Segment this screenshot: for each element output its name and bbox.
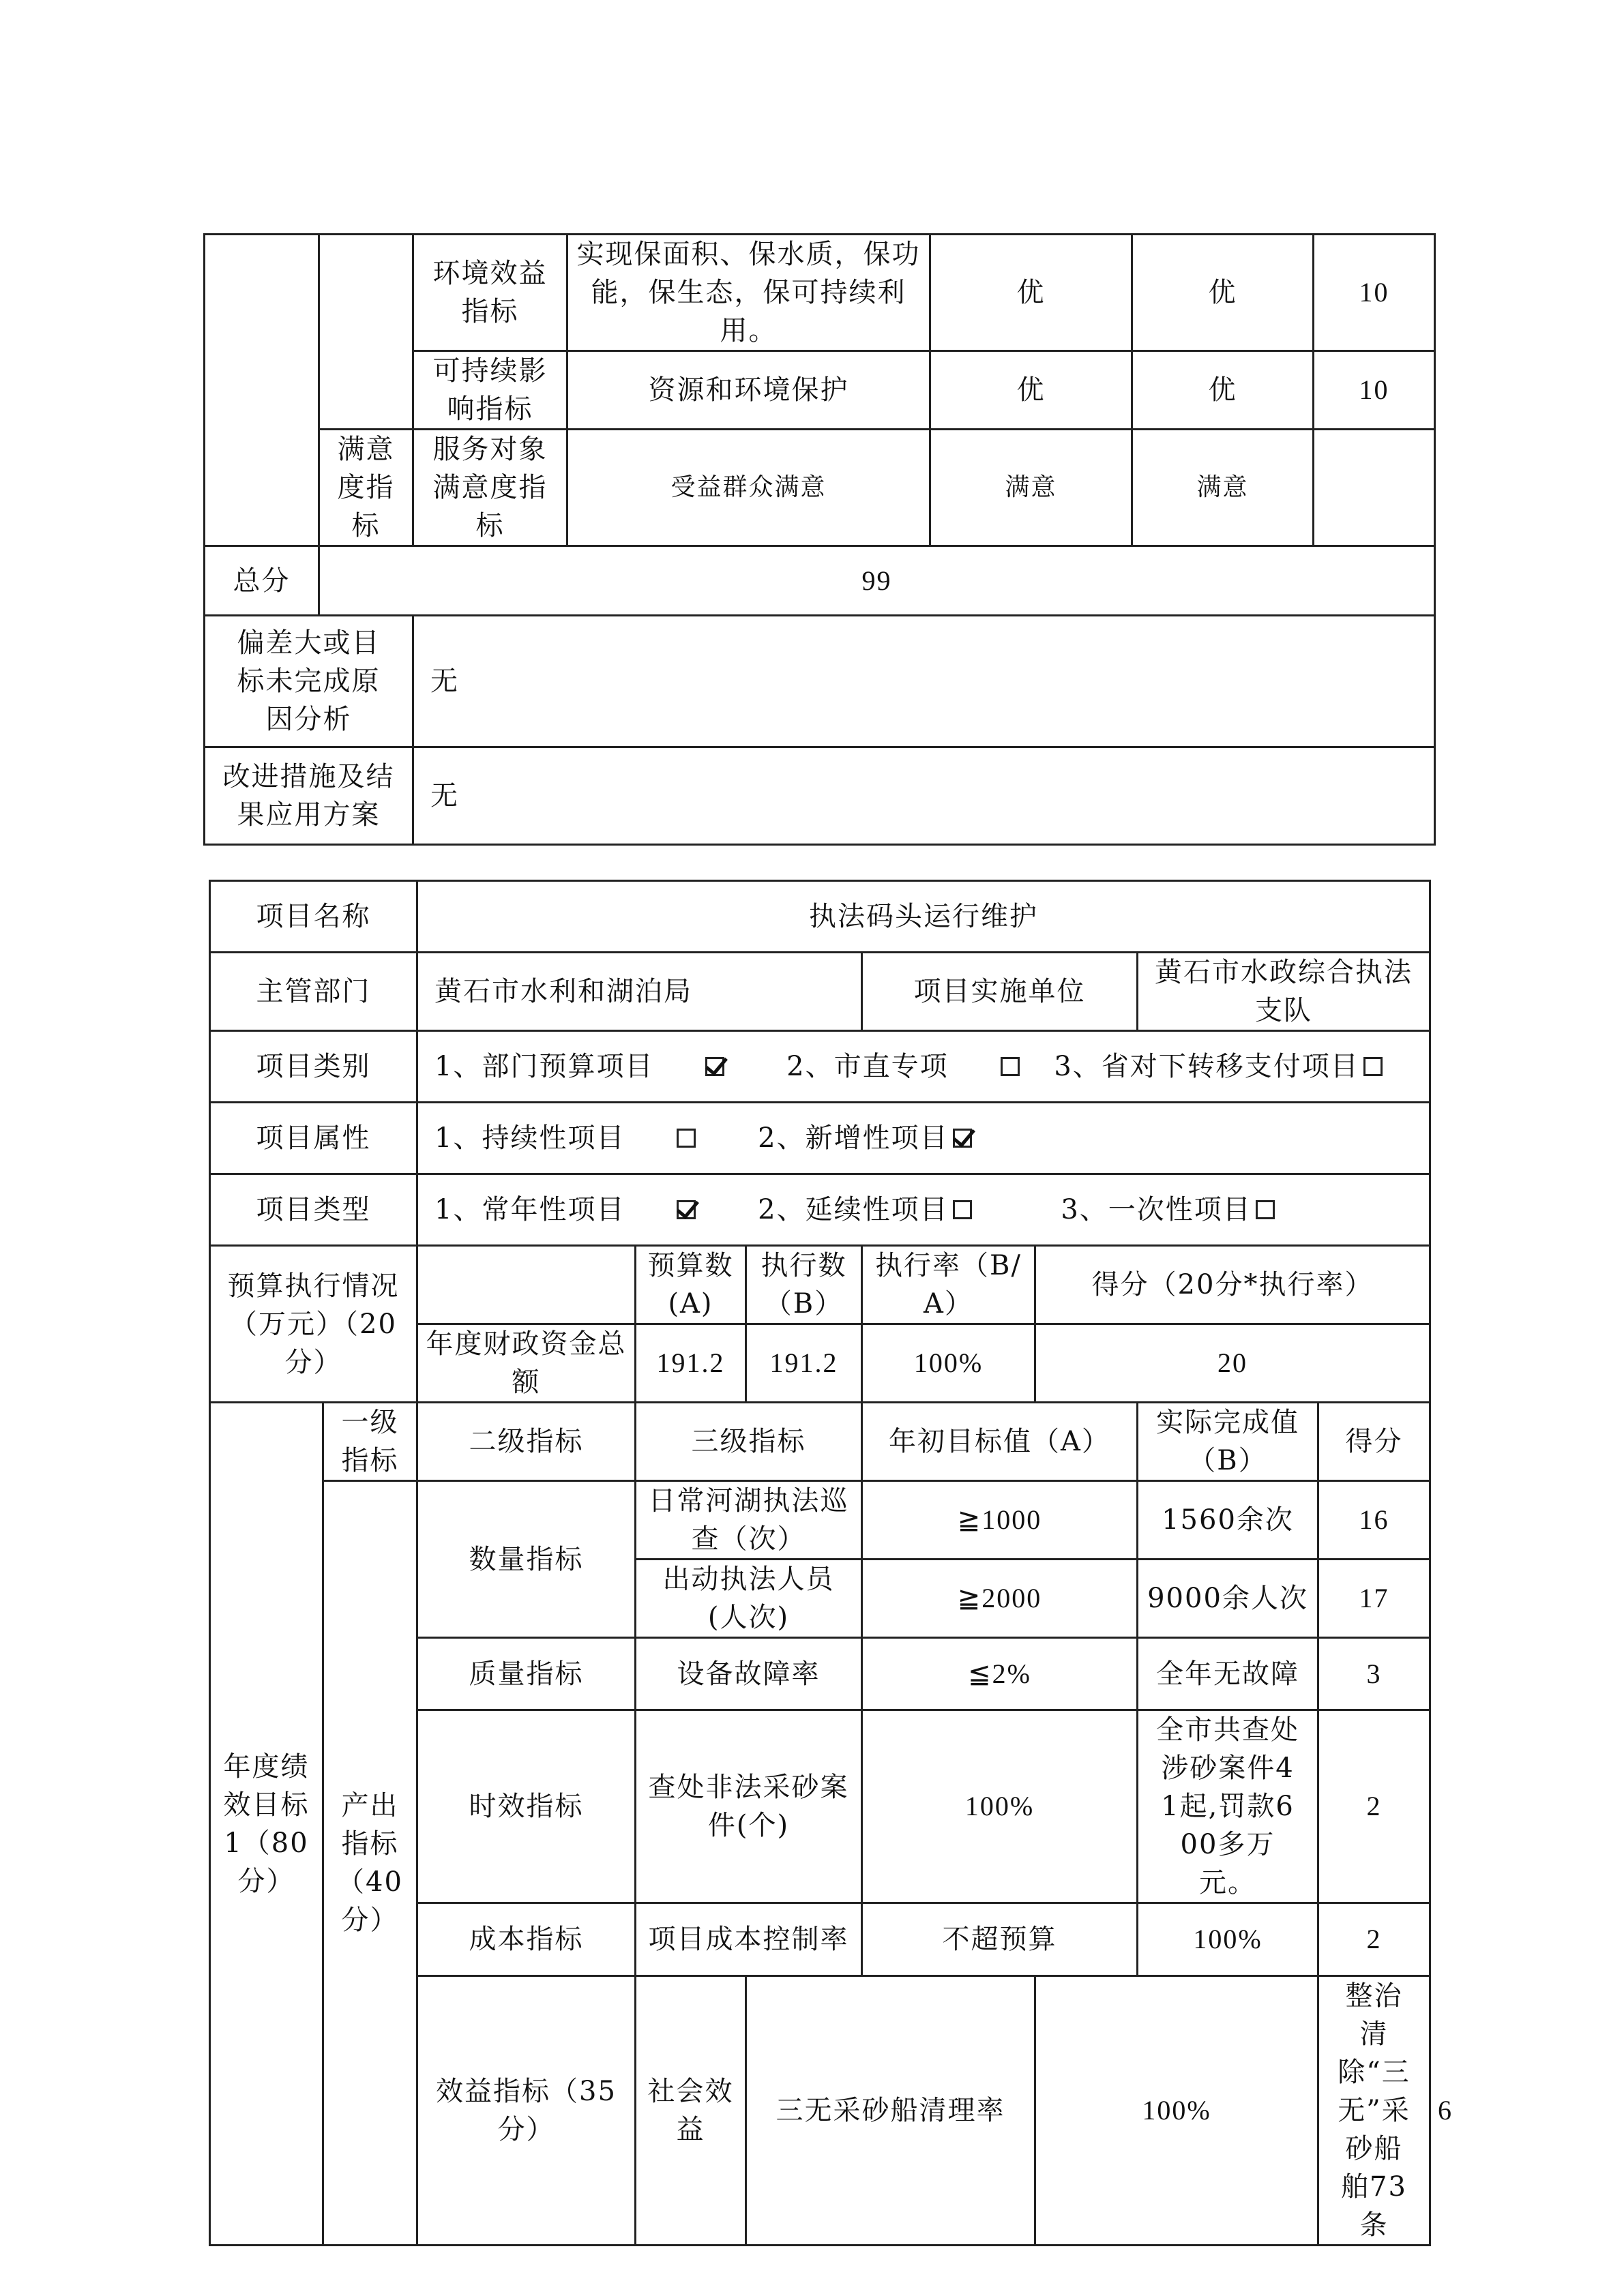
score: 10 [1314, 351, 1435, 430]
level3-indicator: 出动执法人员(人次) [636, 1560, 862, 1638]
checkbox-checked-icon[interactable] [705, 1057, 724, 1076]
attribute-label: 项目属性 [210, 1103, 417, 1174]
category-option-city-special[interactable]: 2、市直专项 [786, 1047, 1023, 1086]
indicator-detail: 实现保面积、保水质，保功能，保生态，保可持续利用。 [567, 235, 930, 351]
actual-value: 9000余人次 [1138, 1560, 1318, 1638]
attribute-options [417, 1103, 1430, 1174]
budget-row-label: 年度财政资金总额 [417, 1324, 636, 1403]
category-option-dept-budget[interactable]: 1、部门预算项目 [434, 1047, 728, 1086]
improvement-value: 无 [413, 747, 1435, 845]
score: 10 [1314, 235, 1435, 351]
checkbox-icon[interactable] [677, 1129, 696, 1148]
project-name-label: 项目名称 [210, 881, 417, 953]
level3-indicator: 服务对象满意度指标 [413, 430, 567, 546]
budget-value: 191.2 [636, 1324, 746, 1403]
impl-unit-label: 项目实施单位 [862, 953, 1138, 1031]
level2-cell-empty [319, 235, 413, 430]
type-options [417, 1174, 1430, 1246]
exec-value: 191.2 [746, 1324, 862, 1403]
actual-value: 满意 [1132, 430, 1314, 546]
target-value: 不超预算 [862, 1903, 1138, 1976]
target-value: ≧2000 [862, 1560, 1138, 1638]
budget-header-rate: 执行率（B/A） [862, 1246, 1035, 1324]
checkbox-icon[interactable] [1256, 1200, 1275, 1219]
total-label: 总分 [205, 546, 319, 616]
level3-indicator: 可持续影响指标 [413, 351, 567, 430]
level2-indicator: 成本指标 [417, 1903, 636, 1976]
perf-header-l1: 一级指标 [323, 1403, 417, 1481]
budget-header-empty [417, 1246, 636, 1324]
actual-value: 1560余次 [1138, 1481, 1318, 1560]
budget-label: 预算执行情况（万元）（20分） [210, 1246, 417, 1403]
budget-header-b: 执行数（B） [746, 1246, 862, 1324]
checkbox-checked-icon[interactable] [953, 1129, 972, 1148]
impl-unit-value: 黄石市水政综合执法支队 [1138, 953, 1430, 1031]
score: 17 [1318, 1560, 1430, 1638]
dept-label: 主管部门 [210, 953, 417, 1031]
type-option-one-time[interactable]: 3、一次性项目 [1061, 1191, 1278, 1229]
level3-indicator: 项目成本控制率 [636, 1903, 862, 1976]
level3-indicator: 设备故障率 [636, 1638, 862, 1710]
perf-header-score: 得分 [1318, 1403, 1430, 1481]
budget-header-a: 预算数(A) [636, 1246, 746, 1324]
output-indicator-label: 产出指标（40分） [323, 1481, 417, 2246]
type-option-annual[interactable]: 1、常年性项目 [434, 1191, 700, 1229]
type-option-extended[interactable]: 2、延续性项目 [758, 1191, 975, 1229]
target-value: ≧1000 [862, 1481, 1138, 1560]
category-options [417, 1031, 1430, 1103]
indicator-detail: 受益群众满意 [567, 430, 930, 546]
score [1314, 430, 1435, 546]
total-value: 99 [319, 546, 1435, 616]
rate-value: 100% [862, 1324, 1035, 1403]
attribute-option-new[interactable]: 2、新增性项目 [758, 1119, 975, 1157]
score: 16 [1318, 1481, 1430, 1560]
level3-indicator: 日常河湖执法巡查（次） [636, 1481, 862, 1560]
actual-value: 100% [1138, 1903, 1318, 1976]
level3-indicator: 环境效益指标 [413, 235, 567, 351]
perf-header-l2: 二级指标 [417, 1403, 636, 1481]
level2-indicator: 数量指标 [417, 1481, 636, 1638]
attribute-option-continuing[interactable]: 1、持续性项目 [434, 1119, 700, 1157]
project-info-table: 项目名称 执法码头运行维护 主管部门 黄石市水利和湖泊局 项目实施单位 黄石市水政综合执法支队 项目类别 1、部门预算项目 2、市直专项 3、省对下转移支付项目 项目属性 1、持续性项目 2、新增性项目 项目类型 1、常年性项目 2、延续性项目 3、一次性项目 预算执行情况（万元）（20分） 预算数(A) 执行数（B） 执行率（B/A） 得分（20分*执行率） 年度财政资金总额 191.2 191.2 100% 20 年度绩效目标1（80分） 一级指标 二级指标 三级指标 年初目标值（A） 实际完成值（B） 得分 产出指标（40分） 数量指标 日常河湖执法巡查（次） ≧1000 1560余次 16 出动执法人员(人次) ≧2000 9000余人次 17 质量指标 设备故障率 ≦2% 全年无故障 3 时效指标 查处非法采砂案件(个) 100% 全市共查处涉砂案件41起,罚款600多万元。 2 成本指标 项目成本控制率 不超预算 100% 2 效益指标（35分） 社会效益 三无采砂船清理率 100% 整治清除“三无”采砂船舶73条 6 [209, 880, 1431, 2246]
target-value: 优 [930, 351, 1132, 430]
checkbox-icon[interactable] [953, 1200, 972, 1219]
improvement-label: 改进措施及结果应用方案 [205, 747, 413, 845]
checkbox-icon[interactable] [1363, 1057, 1383, 1076]
target-value: 100% [862, 1710, 1138, 1903]
perf-header-target: 年初目标值（A） [862, 1403, 1138, 1481]
actual-value: 全市共查处涉砂案件41起,罚款600多万元。 [1138, 1710, 1318, 1903]
target-value: ≦2% [862, 1638, 1138, 1710]
indicator-detail: 资源和环境保护 [567, 351, 930, 430]
level2-indicator: 满意度指标 [319, 430, 413, 546]
score: 3 [1318, 1638, 1430, 1710]
project-name-value: 执法码头运行维护 [417, 881, 1430, 953]
target-value: 优 [930, 235, 1132, 351]
dept-value: 黄石市水利和湖泊局 [417, 953, 862, 1031]
performance-table-continued [203, 233, 1436, 846]
deviation-label: 偏差大或目标未完成原因分析 [205, 616, 413, 747]
actual-value: 优 [1132, 235, 1314, 351]
level3-indicator: 查处非法采砂案件(个) [636, 1710, 862, 1903]
perf-goal-label: 年度绩效目标1（80分） [210, 1403, 323, 2246]
category-option-transfer[interactable]: 3、省对下转移支付项目 [1054, 1047, 1386, 1086]
score: 2 [1318, 1710, 1430, 1903]
level1-cell-empty [205, 235, 319, 546]
target-value: 100% [1035, 1976, 1318, 2246]
checkbox-checked-icon[interactable] [677, 1200, 696, 1219]
budget-header-score: 得分（20分*执行率） [1035, 1246, 1430, 1324]
actual-value: 全年无故障 [1138, 1638, 1318, 1710]
perf-header-actual: 实际完成值（B） [1138, 1403, 1318, 1481]
level2-indicator: 时效指标 [417, 1710, 636, 1903]
deviation-value: 无 [413, 616, 1435, 747]
category-label: 项目类别 [210, 1031, 417, 1103]
budget-score-value: 20 [1035, 1324, 1430, 1403]
level2-indicator: 社会效益 [636, 1976, 746, 2246]
type-label: 项目类型 [210, 1174, 417, 1246]
actual-value: 整治清除“三无”采砂船舶73条 [1318, 1976, 1430, 2246]
score: 2 [1318, 1903, 1430, 1976]
perf-header-l3: 三级指标 [636, 1403, 862, 1481]
benefit-indicator-label: 效益指标（35分） [417, 1976, 636, 2246]
target-value: 满意 [930, 430, 1132, 546]
level2-indicator: 质量指标 [417, 1638, 636, 1710]
checkbox-icon[interactable] [1001, 1057, 1020, 1076]
actual-value: 优 [1132, 351, 1314, 430]
level3-indicator: 三无采砂船清理率 [746, 1976, 1035, 2246]
